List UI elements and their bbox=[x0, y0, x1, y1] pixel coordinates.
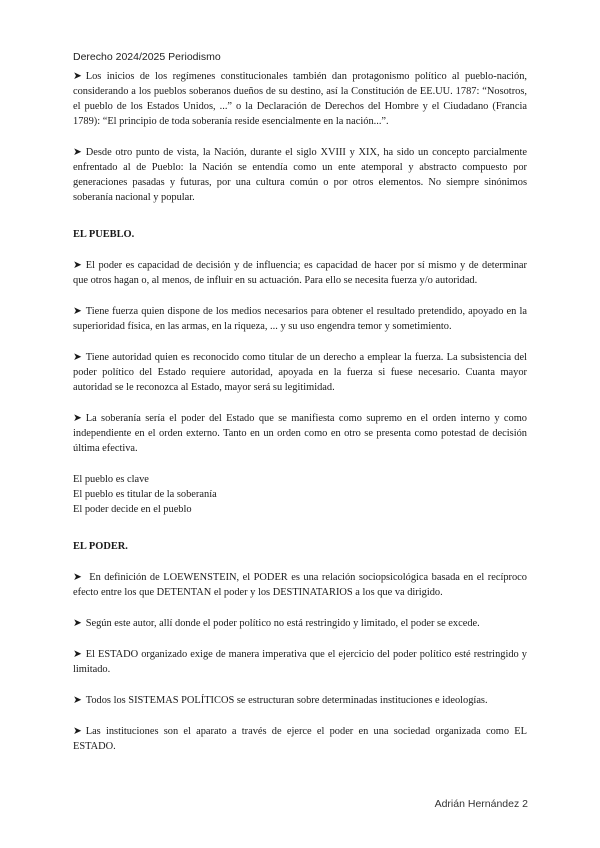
section-heading-poder: EL PODER. bbox=[73, 541, 128, 552]
poder-paragraph-1: ➤ En definición de LOEWENSTEIN, el PODER es una relación sociopsicológica basada en el recíproco efecto entre los que DETENTAN el poder y los DESTINATARIOS a los que va dirigido. bbox=[73, 572, 527, 598]
poder-paragraph-3: ➤ El ESTADO organizado exige de manera imperativa que el ejercicio del poder político esté restringido y limitado. bbox=[73, 649, 527, 675]
bullet-arrow-icon: ➤ bbox=[73, 147, 82, 158]
poder-paragraph-2: ➤ Según este autor, allí donde el poder político no está restringido y limitado, el poder se excede. bbox=[73, 618, 480, 629]
bullet-arrow-icon: ➤ bbox=[73, 649, 82, 660]
section-heading-pueblo: EL PUEBLO. bbox=[73, 229, 135, 240]
page-footer: Adrián Hernández 2 bbox=[434, 798, 528, 810]
bullet-arrow-icon: ➤ bbox=[73, 695, 82, 706]
bullet-arrow-icon: ➤ bbox=[73, 260, 82, 271]
bullet-arrow-icon: ➤ bbox=[73, 352, 82, 363]
bullet-arrow-icon: ➤ bbox=[73, 618, 82, 629]
pueblo-paragraph-1: ➤ El poder es capacidad de decisión y de influencia; es capacidad de hacer por sí mismo y de determinar que otros hagan o, al menos, de influir en su actuación. Para ello se necesita fuerza y/o autoridad. bbox=[73, 260, 527, 286]
bullet-arrow-icon: ➤ bbox=[73, 71, 82, 82]
summary-line-1: El pueblo es clave bbox=[73, 474, 149, 485]
summary-line-3: El poder decide en el pueblo bbox=[73, 504, 192, 515]
document-body bbox=[73, 69, 527, 770]
bullet-arrow-icon: ➤ bbox=[73, 306, 82, 317]
pueblo-summary bbox=[73, 472, 527, 517]
pueblo-paragraph-2: ➤ Tiene fuerza quien dispone de los medios necesarios para obtener el resultado pretendido, apoyado en la superioridad física, en las armas, en la riqueza, ... y su uso engendra temor y sometimiento. bbox=[73, 306, 527, 332]
pueblo-paragraph-3: ➤ Tiene autoridad quien es reconocido como titular de un derecho a emplear la fuerza. La subsistencia del poder político del Estado requiere autoridad, apoyada en la fuerza si fuese necesario. Cuanta mayor autoridad se le reconozca al Estado, mayor será su legitimidad. bbox=[73, 352, 527, 393]
bullet-arrow-icon: ➤ bbox=[73, 572, 82, 583]
summary-line-2: El pueblo es titular de la soberanía bbox=[73, 489, 217, 500]
poder-paragraph-4: ➤ Todos los SISTEMAS POLÍTICOS se estructuran sobre determinadas instituciones e ideologías. bbox=[73, 695, 488, 706]
page-header: Derecho 2024/2025 Periodismo bbox=[73, 51, 221, 63]
poder-paragraph-5: ➤ Las instituciones son el aparato a través de ejerce el poder en una sociedad organizada como EL ESTADO. bbox=[73, 726, 527, 752]
pueblo-paragraph-4: ➤ La soberanía sería el poder del Estado que se manifiesta como supremo en el orden interno y como independiente en el orden externo. Tanto en un orden como en otro se presenta como potestad de decisión última efectiva. bbox=[73, 413, 527, 454]
bullet-arrow-icon: ➤ bbox=[73, 413, 82, 424]
intro-paragraph-2: ➤ Desde otro punto de vista, la Nación, durante el siglo XVIII y XIX, ha sido un concepto parcialmente enfrentado al de Pueblo: la Nación se entendía como un ente atemporal y abstracto compuesto por generaciones pasadas y futuras, por una cultura común o por otros elementos. No siempre sinónimos soberanía nacional y popular. bbox=[73, 147, 527, 203]
intro-paragraph-1: ➤ Los inicios de los regímenes constitucionales también dan protagonismo político al pueblo-nación, considerando a los pueblos soberanos dueños de su destino, así la Constitución de EE.UU. 1787: “Nosotros, el pueblo de los Estados Unidos, ...” o la Declaración de Derechos del Hombre y el Ciudadano (Francia 1789): “El principio de toda soberanía reside esencialmente en la nación...”. bbox=[73, 71, 527, 127]
bullet-arrow-icon: ➤ bbox=[73, 726, 82, 737]
